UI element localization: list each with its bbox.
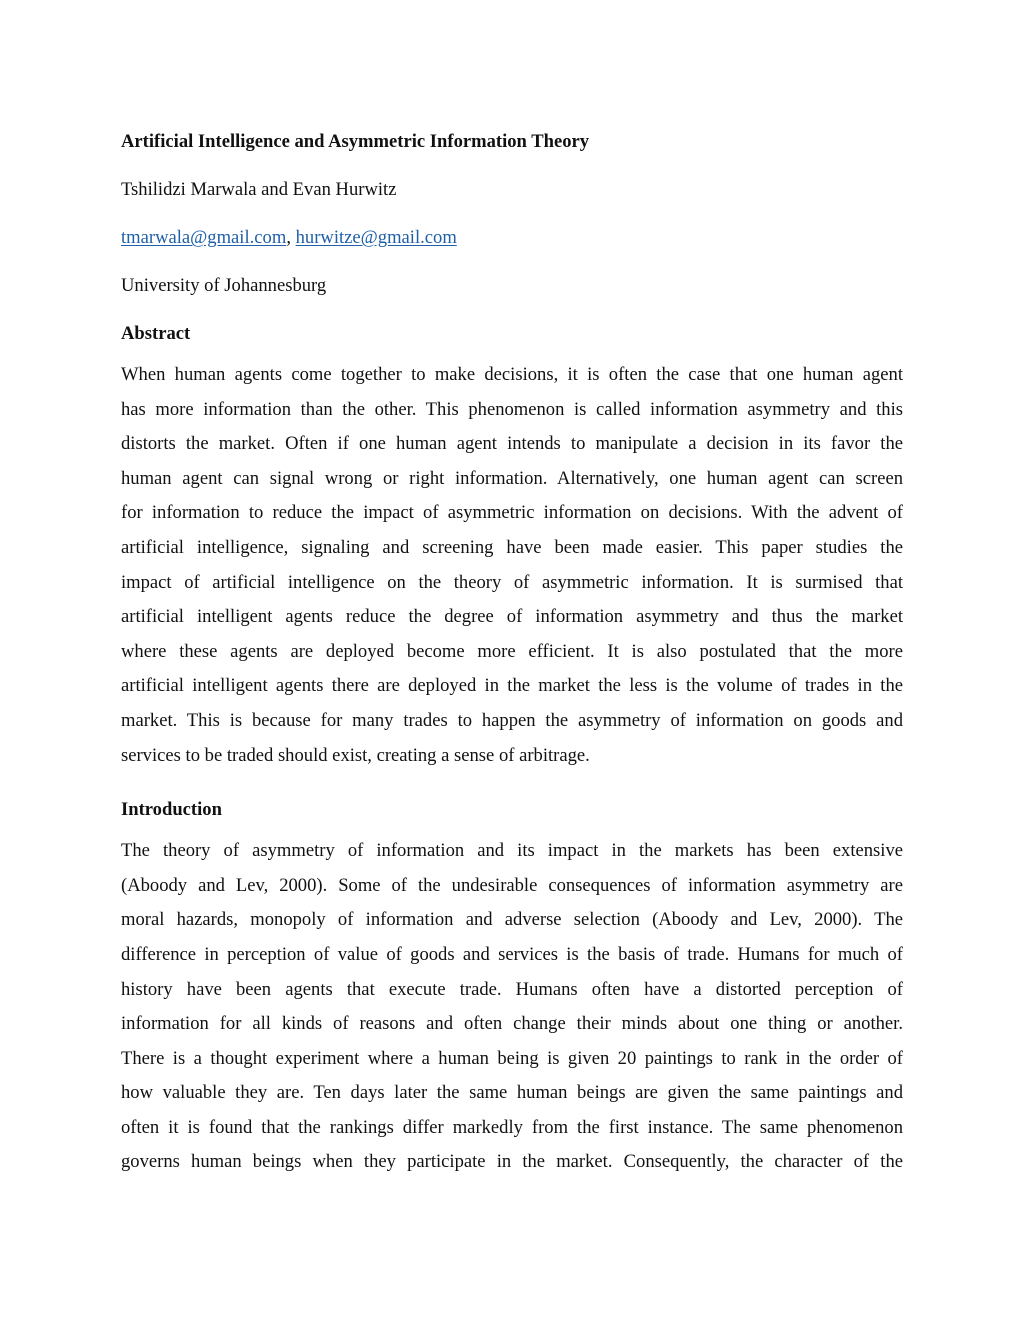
abstract-heading: Abstract: [121, 323, 191, 344]
abstract-line: services to be traded should exist, creating a sense of arbitrage.: [121, 744, 590, 766]
abstract-line: for information to reduce the impact of asymmetric information on decisions. With the advent of: [121, 502, 903, 524]
introduction-line: governs human beings when they participate in the market. Consequently, the character of the: [121, 1151, 903, 1173]
abstract-line: When human agents come together to make decisions, it is often the case that one human agent: [121, 364, 903, 385]
introduction-line: There is a thought experiment where a human being is given 20 paintings to rank in the order of: [121, 1047, 903, 1069]
author-emails: [121, 214, 903, 262]
paper-affiliation: University of Johannesburg: [121, 275, 327, 296]
email-separator: ,: [286, 227, 296, 248]
abstract-body: [121, 358, 903, 773]
introduction-body: [121, 834, 903, 1180]
abstract-line: where these agents are deployed become more efficient. It is also postulated that the more: [121, 640, 903, 662]
paper-authors: Tshilidzi Marwala and Evan Hurwitz: [121, 179, 397, 200]
abstract-line: distorts the market. Often if one human agent intends to manipulate a decision in its favor the: [121, 433, 903, 455]
introduction-heading: Introduction: [121, 799, 222, 821]
abstract-line: human agent can signal wrong or right information. Alternatively, one human agent can screen: [121, 467, 903, 489]
document-page: [121, 118, 903, 1180]
abstract-line: impact of artificial intelligence on the theory of asymmetric information. It is surmised that: [121, 571, 903, 593]
email-link-marwala[interactable]: tmarwala@gmail.com: [121, 227, 287, 248]
abstract-line: artificial intelligent agents reduce the degree of information asymmetry and thus the market: [121, 606, 903, 628]
introduction-line: (Aboody and Lev, 2000). Some of the undesirable consequences of information asymmetry are: [121, 874, 903, 896]
introduction-line: often it is found that the rankings differ markedly from the first instance. The same phenomenon: [121, 1116, 903, 1138]
introduction-line: difference in perception of value of goods and services is the basis of trade. Humans for much of: [121, 943, 903, 965]
introduction-line: moral hazards, monopoly of information and adverse selection (Aboody and Lev, 2000). The: [121, 909, 903, 931]
abstract-line: has more information than the other. This phenomenon is called information asymmetry and this: [121, 398, 903, 420]
paper-title: Artificial Intelligence and Asymmetric Information Theory: [121, 131, 590, 152]
email-link-hurwitz[interactable]: hurwitze@gmail.com: [295, 227, 457, 248]
abstract-line: artificial intelligent agents there are deployed in the market the less is the volume of trades in the: [121, 675, 903, 697]
abstract-line: market. This is because for many trades to happen the asymmetry of information on goods and: [121, 709, 903, 731]
introduction-line: The theory of asymmetry of information and its impact in the markets has been extensive: [121, 840, 903, 862]
section-spacer: [121, 773, 903, 786]
introduction-line: history have been agents that execute trade. Humans often have a distorted perception of: [121, 978, 903, 1000]
introduction-line: how valuable they are. Ten days later the same human beings are given the same paintings and: [121, 1082, 903, 1104]
introduction-line: information for all kinds of reasons and often change their minds about one thing or another.: [121, 1013, 903, 1035]
abstract-line: artificial intelligence, signaling and screening have been made easier. This paper studies the: [121, 536, 903, 558]
